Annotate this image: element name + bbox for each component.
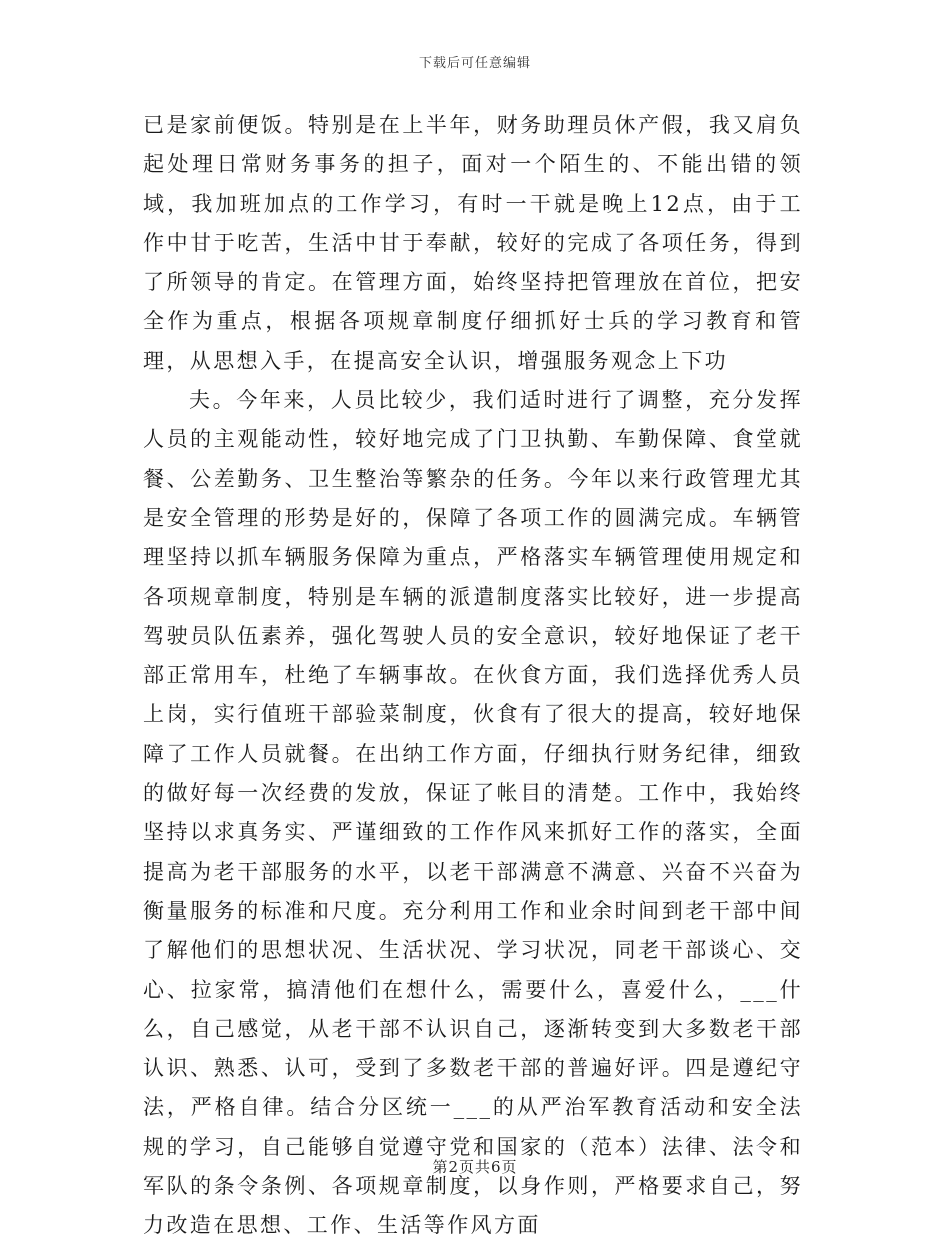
- paragraph-1: 已是家前便饭。特别是在上半年，财务助理员休产假，我又肩负起处理日常财务事务的担子，面对一个陌生的、不能出错的领域，我加班加点的工作学习，有时一干就是晚上12点，由于工作中甘于吃苦，生活中甘于奉献，较好的完成了各项任务，得到了所领导的肯定。在管理方面，始终坚持把管理放在首位，把安全作为重点，根据各项规章制度仔细抓好士兵的学习教育和管理，从思想入手，在提高安全认识，增强服务观念上下功: [143, 113, 803, 373]
- document-body: [143, 106, 803, 1246]
- page-header: 下载后可任意编辑: [418, 56, 531, 71]
- page-number: 第2页共6页: [432, 1158, 518, 1176]
- paragraph-2: 夫。今年来，人员比较少，我们适时进行了调整，充分发挥人员的主观能动性，较好地完成了门卫执勤、车勤保障、食堂就餐、公差勤务、卫生整治等繁杂的任务。今年以来行政管理尤其是安全管理的形势是好的，保障了各项工作的圆满完成。车辆管理坚持以抓车辆服务保障为重点，严格落实车辆管理使用规定和各项规章制度，特别是车辆的派遣制度落实比较好，进一步提高驾驶员队伍素养，强化驾驶人员的安全意识，较好地保证了老干部正常用车，杜绝了车辆事故。在伙食方面，我们选择优秀人员上岗，实行值班干部验菜制度，伙食有了很大的提高，较好地保障了工作人员就餐。在出纳工作方面，仔细执行财务纪律，细致的做好每一次经费的发放，保证了帐目的清楚。工作中，我始终坚持以求真务实、严谨细致的工作作风来抓好工作的落实，全面提高为老干部服务的水平，以老干部满意不满意、兴奋不兴奋为衡量服务的标准和尺度。充分利用工作和业余时间到老干部中间了解他们的思想状况、生活状况、学习状况，同老干部谈心、交心、拉家常，搞清他们在想什么，需要什么，喜爱什么，___什么，自己感觉，从老干部不认识自己，逐渐转变到大多数老干部认识、熟悉、认可，受到了多数老干部的普遍好评。四是遵纪守法，严格自律。结合分区统一___的从严治军教育活动和安全法规的学习，自己能够自觉遵守党和国家的（范本）法律、法令和军队的条令条例、各项规章制度，以身作则，严格要求自己，努力改造在思想、工作、生活等作风方面: [143, 388, 803, 1238]
